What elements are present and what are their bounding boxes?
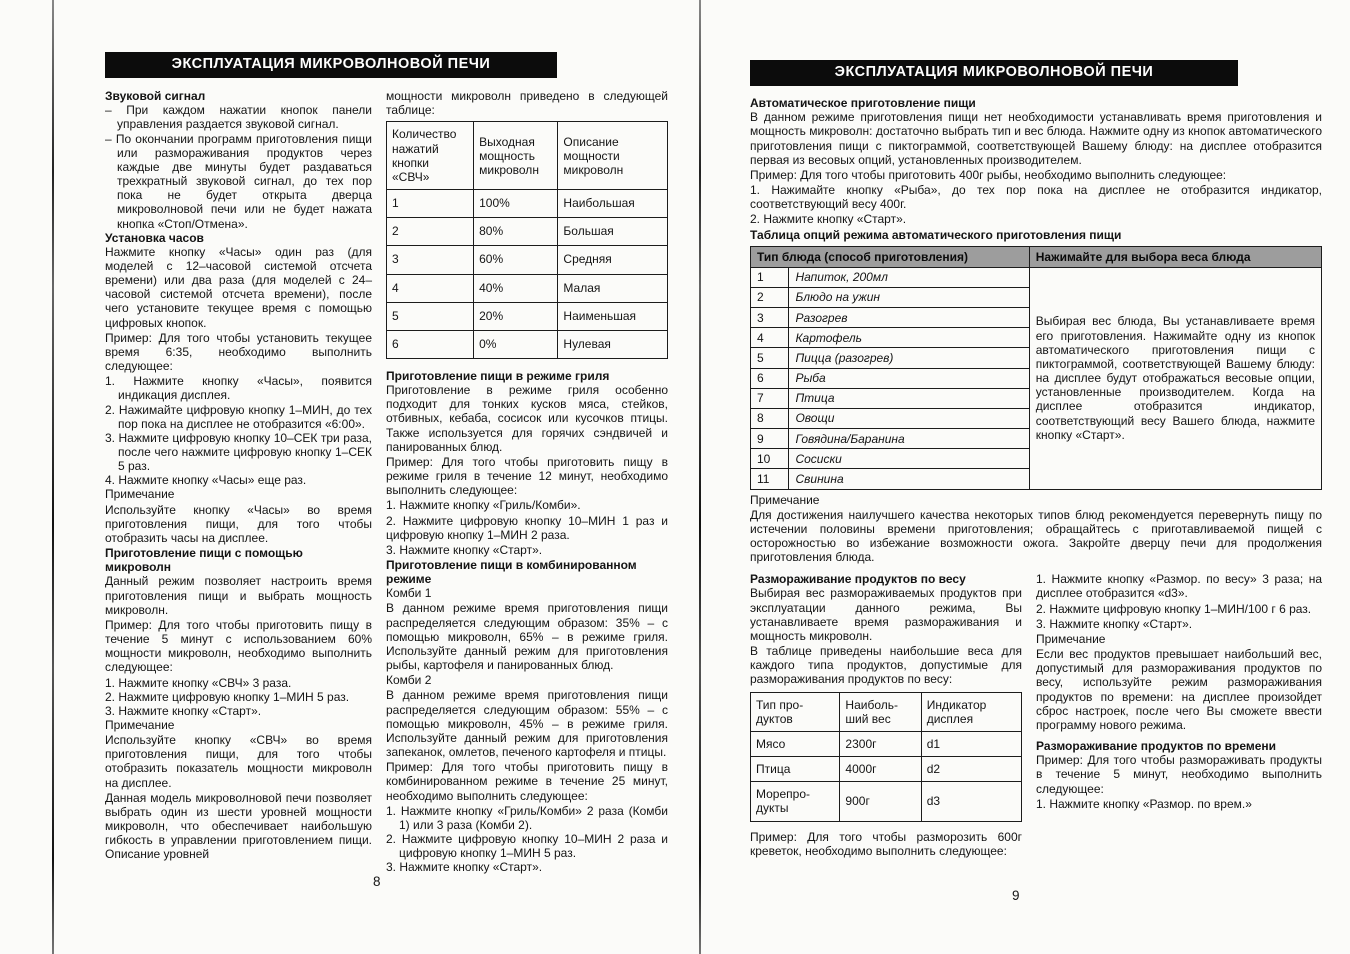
note-title: Примечание — [1036, 631, 1106, 646]
list-item: 1. Нажмите кнопку «Гриль/Комби». — [386, 498, 581, 513]
table-cell: 40% — [474, 274, 558, 302]
power-table — [386, 121, 668, 359]
table-cell: Мясо — [751, 731, 840, 756]
table-cell: 1 — [751, 267, 789, 287]
section-title: Приготовление пищи в комбинированном режиме — [386, 558, 637, 587]
table-cell: Говядина/Баранина — [789, 429, 1029, 449]
table-cell: Большая — [558, 218, 668, 246]
paragraph: Пример: Для того чтобы разморозить 600г креветок, необходимо выполнить следующее: — [750, 829, 1022, 858]
paragraph: Данная модель микроволновой печи позволяет выбрать один из шести уровней мощности микроволн, что обеспечивает наибольшую гибкость в управлении приготовлением пищи. Описание уровней — [105, 790, 372, 862]
page-right — [750, 60, 1322, 903]
paragraph: Пример: Для того чтобы приготовить 400г рыбы, необходимо выполнить следующее: — [750, 167, 1227, 182]
page-number: 9 — [1012, 888, 1020, 903]
table-cell: 5 — [751, 348, 789, 368]
table-header-cell: Тип продуктов — [751, 692, 840, 731]
list-item: 1. Нажмите кнопку «Размор. по врем.» — [1036, 796, 1252, 811]
table-cell: 0% — [474, 330, 558, 358]
table-row — [387, 274, 668, 302]
subsection-label: Комби 1 — [386, 586, 432, 601]
table-cell: 4 — [387, 274, 474, 302]
section-title: Приготовление пищи с помощью микроволн — [105, 546, 303, 575]
section-title: Размораживание продуктов по времени — [1036, 739, 1277, 754]
table-header-cell: Тип блюда (способ приготовления) — [751, 246, 1030, 267]
list-item: 2. Нажимайте цифровую кнопку 1–МИН, до тех пор пока на дисплее не отобразится «6:00». — [105, 402, 372, 431]
table-cell: 4000г — [840, 757, 921, 782]
table-row — [751, 757, 1022, 782]
section-header-bar: ЭКСПЛУАТАЦИЯ МИКРОВОЛНОВОЙ ПЕЧИ — [105, 52, 557, 78]
scan-fold-line-center — [699, 0, 701, 954]
paragraph: Используйте кнопку «СВЧ» во время приготовления пищи, для того чтобы отобразить показатель мощности микроволн на дисплее. — [105, 733, 372, 790]
paragraph: Данный режим позволяет настроить время приготовления пищи и выбрать мощность микроволн. — [105, 574, 372, 617]
table-cell: Свинина — [789, 469, 1029, 489]
table-cell: 2300г — [840, 731, 921, 756]
weight-instruction-cell: Выбирая вес блюда, Вы устанавливаете время его приготовления. Нажимайте одну из кнопок автоматического приготовления пищи с пиктограммой, соответствующей Вашему блюду: на дисплее будут отображаться весовые опции, установленные производителем. Когда на дисплее отобразится индикатор, соответствующий весу Вашего блюда, нажмите кнопку «Старт». — [1029, 267, 1321, 489]
table-cell: 2 — [751, 287, 789, 307]
right-page-column-right — [1036, 572, 1322, 859]
paragraph: Выбирая вес размораживаемых продуктов при эксплуатации данного режима, Вы устанавливаете время размораживания и мощность микроволн. — [750, 586, 1022, 643]
left-page-column-1 — [105, 89, 372, 874]
right-page-column-left — [750, 572, 1022, 859]
table-cell: d3 — [921, 782, 1021, 821]
list-item: 3. Нажмите кнопку «Старт». — [386, 542, 543, 557]
table-row — [387, 122, 668, 190]
table-cell: Наибольшая — [558, 190, 668, 218]
table-header-cell: Нажимайте для выбора веса блюда — [1029, 246, 1321, 267]
paragraph: В таблице приведены наибольшие веса для каждого типа продуктов, допустимые для размораживания продуктов по весу: — [750, 644, 1022, 687]
table-cell: Овощи — [789, 408, 1029, 428]
paragraph: – При каждом нажатии кнопок панели управления раздается звуковой сигнал. — [105, 103, 372, 132]
table-row — [387, 330, 668, 358]
table-cell: Блюдо на ужин — [789, 287, 1029, 307]
list-item: 2. Нажмите цифровую кнопку 1–МИН 5 раз. — [105, 689, 350, 704]
table-cell: 6 — [751, 368, 789, 388]
table-cell: 7 — [751, 388, 789, 408]
table-row — [751, 246, 1322, 267]
table-row — [387, 246, 668, 274]
section-title: Установка часов — [105, 230, 204, 245]
table-cell: 4 — [751, 328, 789, 348]
table-cell: d2 — [921, 757, 1021, 782]
paragraph: Если вес продуктов превышает наибольший вес, допустимый для размораживания продуктов по весу, используйте режим размораживания продуктов по времени: на дисплее произойдет сброс настроек, после чего Вы сможете ввести программу нового режима. — [1036, 647, 1322, 732]
table-header-cell: Количество нажатий кнопки «СВЧ» — [387, 122, 474, 190]
table-cell: Морепродукты — [751, 782, 840, 821]
list-item: 1. Нажимайте кнопку «Рыба», до тех пор пока на дисплее не отобразится индикатор, соответствующий весу 400г. — [750, 183, 1322, 212]
table-cell: 3 — [387, 246, 474, 274]
paragraph: Пример: Для того чтобы приготовить пищу в течение 5 минут с использованием 60% мощности микроволн, необходимо выполнить следующее: — [105, 617, 372, 675]
list-item: 4. Нажмите кнопку «Часы» еще раз. — [105, 473, 307, 488]
table-cell: 100% — [474, 190, 558, 218]
list-item: 3. Нажмите кнопку «Старт». — [1036, 616, 1193, 631]
paragraph: Пример: Для того чтобы приготовить пищу в режиме гриля в течение 12 минут, необходимо выполнить следующее: — [386, 454, 668, 498]
paragraph: Пример: Для того чтобы размораживать продукты в течение 5 минут, необходимо выполнить следующее: — [1036, 753, 1322, 796]
paragraph: В данном режиме время приготовления пищи распределяется следующим образом: 35% – с помощью микроволн, 65% – в режиме гриля. Используйте данный режим для приготовления рыбы, картофеля и панированных блюд. — [386, 601, 668, 673]
table-cell: Разогрев — [789, 308, 1029, 328]
table-row — [387, 218, 668, 246]
table-header-cell: Индикатор дисплея — [921, 692, 1021, 731]
table-cell: 9 — [751, 429, 789, 449]
table-cell: 900г — [840, 782, 921, 821]
paragraph: Приготовление в режиме гриля особенно подходит для тонких кусков мяса, стейков, отбивных, кебаба, сосисок или кусочков птицы. Также используется для горячих сэндвичей и панированных блюд. — [386, 383, 668, 454]
table-cell: 6 — [387, 330, 474, 358]
list-item: 1. Нажмите кнопку «Гриль/Комби» 2 раза (Комби 1) или 3 раза (Комби 2). — [386, 803, 668, 832]
table-cell: Средняя — [558, 246, 668, 274]
table-cell: Птица — [751, 757, 840, 782]
table-cell: Малая — [558, 274, 668, 302]
list-item: 3. Нажмите кнопку «Старт». — [386, 860, 543, 875]
paragraph: В данном режиме время приготовления пищи распределяется следующим образом: 55% – с помощью микроволн, 45% – в режиме гриля. Используйте данный режим для приготовления запеканок, омлетов, печеного картофеля и птицы. — [386, 688, 668, 760]
paragraph: мощности микроволн приведено в следующей таблице: — [386, 89, 668, 118]
table-cell: 60% — [474, 246, 558, 274]
table-cell: 11 — [751, 469, 789, 489]
note-title: Примечание — [750, 492, 820, 507]
list-item: 3. Нажмите цифровую кнопку 10–СЕК три раза, после чего нажмите цифровую кнопку 1–СЕК 5 раз. — [105, 430, 372, 474]
table-row — [751, 267, 1322, 287]
table-row — [751, 692, 1022, 731]
list-item: 2. Нажмите цифровую кнопку 1–МИН/100 г 6 раз. — [1036, 601, 1312, 616]
table-row — [751, 782, 1022, 821]
table-cell: 5 — [387, 302, 474, 330]
paragraph: Пример: Для того чтобы приготовить пищу в комбинированном режиме в течение 25 минут, необходимо выполнить следующее: — [386, 760, 668, 803]
list-item: 1. Нажмите кнопку «СВЧ» 3 раза. — [105, 675, 292, 690]
table-cell: 2 — [387, 218, 474, 246]
auto-cook-section — [750, 96, 1322, 242]
section-title: Автоматическое приготовление пищи — [750, 96, 976, 111]
table-cell: Картофель — [789, 328, 1029, 348]
section-header-bar: ЭКСПЛУАТАЦИЯ МИКРОВОЛНОВОЙ ПЕЧИ — [750, 60, 1238, 86]
table-row — [751, 731, 1022, 756]
table-cell: Птица — [789, 388, 1029, 408]
paragraph: Для достижения наилучшего качества некоторых типов блюд рекомендуется перевернуть пищу по истечении половины времени приготовления; обращайтесь с приготавливаемой пищей с осторожностью во избежание возможности ожога. Закройте дверцу печи для продолжения приготовления блюда. — [750, 507, 1322, 565]
list-item: 1. Нажмите кнопку «Часы», появится индикация дисплея. — [105, 374, 372, 403]
note-title: Примечание — [105, 487, 175, 502]
table-title: Таблица опций режима автоматического приготовления пищи — [750, 227, 1122, 242]
table-cell: Пицца (разогрев) — [789, 348, 1029, 368]
table-cell: Сосиски — [789, 449, 1029, 469]
table-cell: Рыба — [789, 368, 1029, 388]
note-section — [750, 493, 1322, 565]
list-item: 2. Нажмите цифровую кнопку 10–МИН 2 раза и цифровую кнопку 1–МИН 5 раз. — [386, 831, 668, 861]
scan-edge-line-left — [52, 0, 54, 954]
list-item: 3. Нажмите кнопку «Старт». — [105, 703, 262, 718]
table-cell: 80% — [474, 218, 558, 246]
section-title: Приготовление пищи в режиме гриля — [386, 368, 610, 383]
subsection-label: Комби 2 — [386, 673, 432, 688]
paragraph: Пример: Для того чтобы установить текущее время 6:35, необходимо выполнить следующее: — [105, 330, 372, 374]
table-cell: d1 — [921, 731, 1021, 756]
table-header-cell: Выходная мощность микроволн — [474, 122, 558, 190]
section-title: Звуковой сигнал — [105, 89, 206, 104]
table-cell: 8 — [751, 408, 789, 428]
paragraph: Используйте кнопку «Часы» во время приготовления пищи, для того чтобы отобразить часы на дисплее. — [105, 502, 372, 545]
table-cell: 1 — [387, 190, 474, 218]
table-cell: Наименьшая — [558, 302, 668, 330]
table-cell: Нулевая — [558, 330, 668, 358]
paragraph: В данном режиме приготовления пищи нет необходимости устанавливать время приготовления и мощность микроволн: достаточно выбрать тип и вес блюда. Нажмите одну из кнопок автоматического приготовления пищи с пиктограммой, соответствующей Вашему блюду: на дисплее отобразится первая из весовых опций, установленных производителем. — [750, 110, 1322, 167]
paragraph: – По окончании программ приготовления пищи или размораживания продуктов через каждые две минуты будет раздаваться трехкратный звуковой сигнал, до тех пор пока не будет открыта дверца микроволновой печи или не будет нажата кнопка «Стоп/Отмена». — [105, 131, 372, 231]
left-page-column-2 — [386, 89, 668, 874]
table-cell: 10 — [751, 449, 789, 469]
list-item: 2. Нажмите цифровую кнопку 10–МИН 1 раз и цифровую кнопку 1–МИН 2 раза. — [386, 513, 668, 542]
table-header-cell: Наибольший вес — [840, 692, 921, 731]
list-item: 1. Нажмите кнопку «Размор. по весу» 3 раза; на дисплее отобразится «d3». — [1036, 572, 1322, 601]
auto-cook-table — [750, 246, 1322, 490]
table-cell: 20% — [474, 302, 558, 330]
note-title: Примечание — [105, 717, 175, 732]
page-number: 8 — [373, 874, 381, 889]
defrost-table — [750, 692, 1022, 822]
table-row — [387, 302, 668, 330]
page-left — [105, 52, 668, 889]
table-row — [387, 190, 668, 218]
paragraph: Нажмите кнопку «Часы» один раз (для моделей с 12–часовой системой отсчета времени) или два раза (для моделей с 24–часовой системой отсчета времени), после чего установите текущее время с помощью цифровых кнопок. — [105, 244, 372, 330]
table-header-cell: Описание мощности микроволн — [558, 122, 668, 190]
section-title: Размораживание продуктов по весу — [750, 572, 966, 587]
table-cell: Напиток, 200мл — [789, 267, 1029, 287]
list-item: 2. Нажмите кнопку «Старт». — [750, 212, 907, 227]
table-cell: 3 — [751, 308, 789, 328]
